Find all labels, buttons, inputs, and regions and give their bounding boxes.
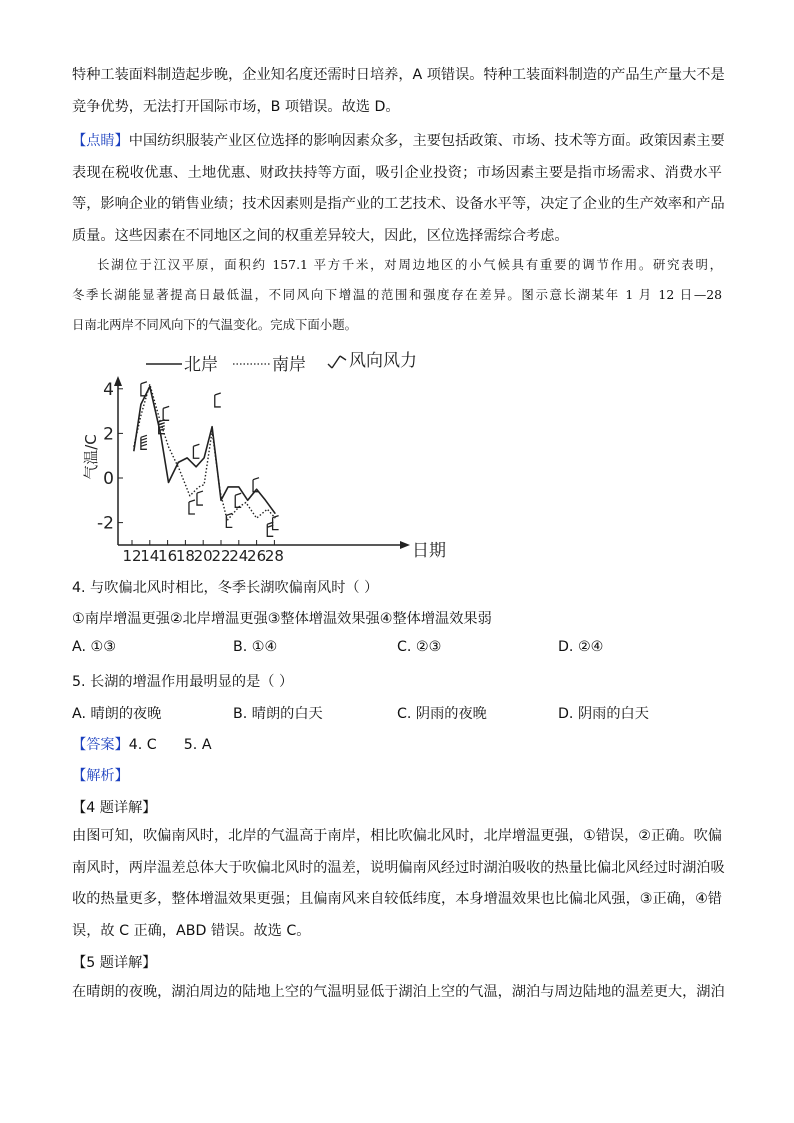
- text-line: 由图可知，吹偏南风时，北岸的气温高于南岸，相比吹偏北风时，北岸增温更强，①错误，②正确。吹偏: [72, 828, 722, 844]
- x-axis-label: 日期: [412, 541, 446, 561]
- legend-south-label: 南岸: [272, 355, 306, 375]
- q5-option-a[interactable]: A. 晴朗的夜晚: [72, 706, 162, 722]
- x-tick-label: 20: [193, 547, 213, 565]
- wind-barb-stroke: [235, 493, 241, 507]
- wind-barb-stroke: [189, 500, 195, 514]
- q5-option-c[interactable]: C. 阴雨的夜晚: [397, 706, 487, 722]
- text-line: 等，影响企业的销售业绩；技术因素则是指产业的工艺技术、设备水平等，决定了企业的生产效率和产品: [72, 196, 725, 212]
- wind-barb-stroke: [141, 435, 147, 449]
- temperature-chart: [70, 340, 470, 570]
- text-line: 在晴朗的夜晚，湖泊周边的陆地上空的气温明显低于湖泊上空的气温，湖泊与周边陆地的温差更大，湖泊: [72, 984, 725, 1000]
- question-4-statements: ①南岸增温更强②北岸增温更强③整体增温效果强④整体增温效果弱: [72, 611, 492, 627]
- q4-option-c[interactable]: C. ②③: [397, 639, 442, 655]
- x-tick-label: 12: [122, 547, 142, 565]
- y-tick-label: 4: [103, 379, 114, 400]
- text-line: 质量。这些因素在不同地区之间的权重差异较大，因此，区位选择需综合考虑。: [72, 227, 569, 244]
- wind-barb-stroke: [226, 513, 232, 527]
- series-north-line: [134, 387, 275, 514]
- wind-barb-stroke: [215, 393, 221, 407]
- wind-barb: [141, 435, 147, 449]
- text-line: 收的热量更多，整体增温效果更强；且偏南风来自较低纬度，本身增温效果也比偏北风强，③正确，④错: [72, 891, 722, 907]
- y-axis-label: 气温/C: [82, 434, 100, 480]
- q4-option-d[interactable]: D. ②④: [558, 639, 604, 655]
- analysis-label: 【解析】: [72, 768, 129, 784]
- top-paragraph: [72, 60, 725, 123]
- detail-5-paragraph: [72, 977, 725, 1009]
- intro-paragraph: [72, 250, 722, 340]
- q4-option-b[interactable]: B. ①④: [233, 639, 278, 655]
- text-line: 特种工装面料制造起步晚，企业知名度还需时日培养，A 项错误。特种工装面料制造的产品生产量大不是: [72, 67, 725, 83]
- legend-north-label: 北岸: [184, 355, 218, 375]
- legend-wind-symbol: [328, 356, 346, 368]
- x-tick-label: 28: [264, 547, 284, 565]
- wind-barb: [193, 444, 199, 458]
- y-tick-label: 2: [103, 424, 114, 445]
- text-line: 中国纺织服装产业区位选择的影响因素众多，主要包括政策、市场、技术等方面。政策因素主要: [128, 133, 725, 149]
- legend-wind-label: 风向风力: [349, 351, 417, 371]
- x-tick-label: 16: [158, 547, 178, 565]
- answer-line: [72, 734, 212, 754]
- x-tick-label: 24: [229, 547, 249, 565]
- wind-barb: [215, 393, 221, 407]
- wind-barb: [197, 491, 203, 505]
- comment-label: 【点睛】: [72, 133, 129, 149]
- legend: [146, 351, 417, 375]
- comment-paragraph: [72, 126, 725, 252]
- wind-barb: [163, 406, 169, 420]
- x-tick-label: 18: [175, 547, 195, 565]
- wind-barb: [226, 513, 232, 527]
- question-4-stem: 4. 与吹偏北风时相比，冬季长湖吹偏南风时（ ）: [72, 580, 379, 596]
- x-tick-label: 26: [247, 547, 267, 565]
- text-line: 南风时，两岸温差总体大于吹偏北风时的温差，说明偏南风经过时湖泊吸收的热量比偏北风经过时湖泊吸: [72, 859, 725, 876]
- q5-option-b[interactable]: B. 晴朗的白天: [233, 706, 323, 722]
- x-tick-label: 14: [140, 547, 160, 565]
- y-tick-label: 0: [103, 469, 114, 489]
- wind-barb: [189, 500, 195, 514]
- q5-option-d[interactable]: D. 阴雨的白天: [558, 706, 649, 722]
- detail-4-label: 【4 题详解】: [72, 800, 157, 816]
- text-line: 长湖位于江汉平原，面积约 157.1 平方千米，对周边地区的小气候具有重要的调节作用。研究表明，: [97, 257, 722, 272]
- q4-option-a[interactable]: A. ①③: [72, 639, 116, 655]
- x-tick-label: 22: [211, 547, 231, 565]
- answer-text: 4. C 5. A: [128, 737, 212, 753]
- text-line: 误，故 C 正确，ABD 错误。故选 C。: [72, 922, 311, 939]
- wind-barb: [235, 493, 241, 507]
- series-south-line: [134, 384, 275, 520]
- text-line: 表现在税收优惠、土地优惠、财政扶持等方面，吸引企业投资；市场因素主要是指市场需求、消费水平: [72, 164, 722, 181]
- text-line: 冬季长湖能显著提高日最低温，不同风向下增温的范围和强度存在差异。图示意长湖某年 1 月 12 日—28: [72, 287, 722, 302]
- x-axis-arrow: [400, 541, 410, 549]
- question-5-stem: 5. 长湖的增温作用最明显的是（ ）: [72, 674, 294, 690]
- text-line: 日南北两岸不同风向下的气温变化。完成下面小题。: [72, 317, 357, 332]
- detail-5-label: 【5 题详解】: [72, 955, 157, 971]
- y-tick-label: -2: [97, 513, 114, 534]
- answer-label: 【答案】: [72, 737, 129, 753]
- y-axis-arrow: [114, 376, 122, 386]
- wind-barb-stroke: [197, 491, 203, 505]
- detail-4-paragraph: [72, 821, 725, 947]
- text-line: 竞争优势，无法打开国际市场，B 项错误。故选 D。: [72, 98, 400, 115]
- wind-barb-stroke: [163, 406, 169, 420]
- wind-barb-stroke: [193, 444, 199, 458]
